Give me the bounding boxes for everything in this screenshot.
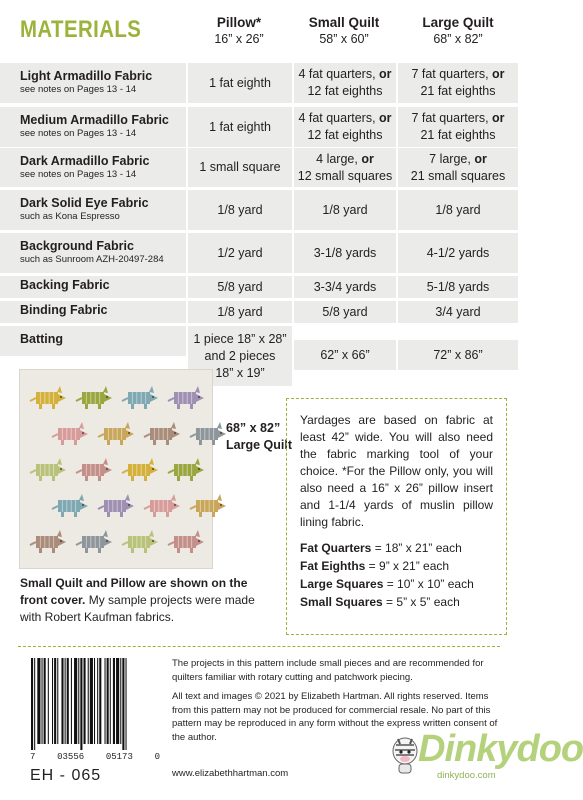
amount-line: 1 piece 18” x 28”	[193, 331, 287, 346]
small-quilt-amount	[294, 63, 396, 103]
amount-part: 4 fat quarters,	[298, 67, 380, 81]
size-definition	[300, 575, 493, 593]
small-quilt-amount: 3-1/8 yards	[294, 233, 396, 273]
pillow-amount: 1/8 yard	[188, 190, 292, 230]
size-label: Large Squares	[300, 577, 384, 591]
large-quilt-amount: 1/8 yard	[398, 190, 518, 230]
yardage-note-box	[286, 398, 507, 635]
fabric-name: Medium Armadillo Fabric	[20, 113, 169, 127]
armadillo-icon	[76, 386, 112, 409]
barcode-bar	[97, 658, 98, 744]
fabric-name: Backing Fabric	[20, 278, 110, 292]
column-name: Pillow*	[216, 15, 262, 30]
armadillo-quilt-illustration	[20, 370, 214, 570]
fabric-name: Binding Fabric	[20, 303, 108, 317]
materials-row	[0, 190, 518, 230]
or-word: or	[379, 67, 392, 81]
column-size: 68” x 82”	[433, 32, 483, 46]
row-label	[0, 148, 186, 187]
fabric-note: see notes on Pages 13 - 14	[20, 169, 137, 180]
size-definitions	[300, 539, 493, 611]
amount-part: 7 fat quarters,	[411, 67, 493, 81]
barcode-bar	[52, 658, 53, 744]
armadillo-icon	[122, 458, 158, 481]
large-quilt-image	[19, 369, 213, 569]
barcode-bar	[44, 658, 46, 744]
row-label	[0, 63, 186, 103]
pillow-amount: 1/2 yard	[188, 233, 292, 273]
small-quilt-amount	[294, 107, 396, 147]
barcode-bar	[78, 658, 79, 744]
size-value: = 10” x 10” each	[383, 577, 474, 591]
row-label	[0, 233, 186, 273]
barcode-bar	[48, 658, 49, 744]
fabric-name: Dark Solid Eye Fabric	[20, 196, 149, 210]
fabric-note: such as Kona Espresso	[20, 211, 120, 222]
size-definition	[300, 593, 493, 611]
fabric-name: Light Armadillo Fabric	[20, 69, 153, 83]
skill-note: The projects in this pattern include small pieces and are recommended for quilters familiar with rotary cutting and patchwork piecing.	[172, 658, 484, 683]
fabric-name: Batting	[20, 332, 64, 346]
materials-row	[0, 107, 518, 147]
armadillo-icon	[190, 494, 226, 517]
amount-line: and 2 pieces	[204, 348, 276, 363]
column-header-large-quilt	[398, 14, 518, 48]
dinkydoo-watermark: Dinkydoo	[418, 728, 583, 770]
barcode-bar	[122, 658, 124, 750]
barcode-digit-group: 05173	[105, 752, 133, 762]
amount-part: 21 fat eighths	[420, 128, 496, 142]
amount-part: 21 fat eighths	[420, 84, 496, 98]
barcode-bar	[42, 658, 43, 744]
barcode-bar	[34, 658, 35, 750]
armadillo-icon	[144, 494, 180, 517]
size-label: Small Squares	[300, 595, 383, 609]
armadillo-icon	[52, 422, 88, 445]
armadillo-icon	[168, 386, 204, 409]
quilt-size: 68” x 82”	[226, 421, 281, 435]
amount-line: 18” x 19”	[215, 365, 265, 380]
barcode-bar	[107, 658, 109, 744]
large-quilt-amount	[398, 63, 518, 103]
amount-part: 21 small squares	[410, 168, 506, 183]
materials-title: MATERIALS	[20, 16, 142, 43]
fabric-name: Background Fabric	[20, 239, 134, 253]
fabric-note: such as Sunroom AZH-20497-284	[20, 254, 164, 265]
armadillo-icon	[168, 530, 204, 553]
barcode-bar	[94, 658, 95, 744]
quilt-name: Large Quilt	[226, 438, 292, 452]
amount-part: 12 small squares	[297, 168, 393, 183]
size-value: = 5” x 5” each	[382, 595, 460, 609]
amount-part: 4 fat quarters,	[298, 111, 380, 125]
cover-note	[20, 575, 277, 626]
column-header-pillow	[186, 14, 292, 48]
website-link[interactable]: www.elizabethhartman.com	[172, 768, 289, 779]
barcode-digit-group: 7	[30, 752, 36, 762]
barcode-bar	[116, 658, 119, 744]
row-label	[0, 326, 186, 356]
armadillo-icon	[76, 458, 112, 481]
pillow-amount: 1 small square	[188, 148, 292, 187]
pillow-amount: 1 fat eighth	[188, 63, 292, 103]
pillow-amount: 5/8 yard	[188, 276, 292, 298]
barcode-bar	[37, 658, 40, 744]
armadillo-icon	[98, 422, 134, 445]
barcode-digit-group: 03556	[57, 752, 85, 762]
barcode-bar	[110, 658, 111, 744]
pattern-sku: EH - 065	[30, 767, 102, 784]
fabric-name: Dark Armadillo Fabric	[20, 154, 150, 168]
armadillo-icon	[122, 386, 158, 409]
or-word: or	[492, 67, 505, 81]
cover-note-bold: Small Quilt and Pillow are shown on the front cover.	[20, 576, 248, 607]
small-quilt-amount	[294, 148, 396, 187]
size-definition	[300, 557, 493, 575]
barcode-bars	[29, 658, 157, 750]
or-word: or	[379, 111, 392, 125]
armadillo-icon	[52, 494, 88, 517]
armadillo-icon	[168, 458, 204, 481]
armadillo-icon	[122, 530, 158, 553]
armadillo-icon	[30, 530, 66, 553]
barcode-bar	[65, 658, 66, 744]
barcode-bar	[71, 658, 72, 744]
materials-row	[0, 276, 518, 298]
barcode-bar	[31, 658, 33, 750]
size-label: Fat Eighths	[300, 559, 366, 573]
armadillo-icon	[98, 494, 134, 517]
armadillo-icon	[190, 422, 226, 445]
amount-part: 12 fat eighths	[307, 128, 383, 142]
materials-row	[0, 148, 518, 187]
cover-note-text: My sample projects were made with Robert Kaufman fabrics.	[20, 593, 255, 624]
barcode-bar	[67, 658, 69, 744]
barcode-bar	[90, 658, 93, 744]
barcode	[29, 658, 157, 764]
barcode-bar	[61, 658, 63, 744]
barcode-bar	[126, 658, 127, 750]
or-word: or	[474, 151, 487, 166]
amount-part: 7 large,	[429, 151, 475, 166]
small-quilt-amount: 1/8 yard	[294, 190, 396, 230]
barcode-digit-group: 0	[154, 752, 160, 762]
barcode-bar	[88, 658, 89, 744]
or-word: or	[492, 111, 505, 125]
large-quilt-amount: 72” x 86”	[398, 340, 518, 370]
amount-part: 7 fat quarters,	[411, 111, 493, 125]
barcode-bar	[99, 658, 101, 744]
armadillo-icon	[144, 422, 180, 445]
pillow-amount: 1/8 yard	[188, 301, 292, 323]
barcode-digits	[30, 752, 160, 762]
materials-row	[0, 301, 518, 323]
large-quilt-amount: 5-1/8 yards	[398, 276, 518, 298]
column-header-small-quilt	[292, 14, 396, 48]
size-label: Fat Quarters	[300, 541, 372, 555]
or-word: or	[361, 151, 374, 166]
large-quilt-amount	[398, 148, 518, 187]
column-size: 58” x 60”	[319, 32, 369, 46]
copyright-note: All text and images © 2021 by Elizabeth Hartman. All rights reserved. Items from this pattern may not be produced for commercial resale. No part of this pattern may be reproduced in any form without the express written consent of the author.	[172, 691, 498, 743]
small-quilt-amount: 5/8 yard	[294, 301, 396, 323]
armadillo-icon	[30, 458, 66, 481]
fabric-note: see notes on Pages 13 - 14	[20, 128, 137, 139]
row-label	[0, 190, 186, 230]
barcode-bar	[80, 658, 82, 750]
large-quilt-amount	[398, 107, 518, 147]
barcode-bar	[74, 658, 77, 744]
materials-row	[0, 63, 518, 103]
amount-part: 4 large,	[316, 151, 362, 166]
large-quilt-amount: 3/4 yard	[398, 301, 518, 323]
size-value: = 9” x 21” each	[365, 559, 450, 573]
armadillo-icon	[30, 386, 66, 409]
size-definition	[300, 539, 493, 557]
barcode-bar	[120, 658, 121, 744]
barcode-bar	[105, 658, 106, 744]
footer-divider	[18, 646, 500, 647]
row-label	[0, 107, 186, 147]
column-size: 16” x 26”	[214, 32, 264, 46]
barcode-bar	[57, 658, 58, 744]
armadillo-icon	[76, 530, 112, 553]
dinkydoo-url: dinkydoo.com	[437, 770, 496, 781]
barcode-bar	[113, 658, 115, 744]
barcode-bar	[84, 658, 86, 744]
row-label	[0, 276, 186, 298]
large-quilt-amount: 4-1/2 yards	[398, 233, 518, 273]
barcode-bar	[54, 658, 56, 744]
row-label	[0, 301, 186, 323]
size-value: = 18” x 21” each	[371, 541, 462, 555]
yardage-note-text: Yardages are based on fabric at least 42” wide. You will also need the fabric marking tool of your choice. *For the Pillow only, you will also need a 16” x 26” pillow insert and 1-1/4 yards of muslin pillow lining fabric.	[300, 413, 493, 529]
column-name: Large Quilt	[422, 15, 494, 30]
amount-part: 12 fat eighths	[307, 84, 383, 98]
fabric-note: see notes on Pages 13 - 14	[20, 84, 137, 95]
small-quilt-amount: 3-3/4 yards	[294, 276, 396, 298]
small-quilt-amount: 62” x 66”	[294, 340, 396, 370]
materials-row	[0, 233, 518, 273]
pillow-amount: 1 fat eighth	[188, 107, 292, 147]
zebra-mascot-icon	[388, 735, 422, 775]
column-name: Small Quilt	[308, 15, 380, 30]
